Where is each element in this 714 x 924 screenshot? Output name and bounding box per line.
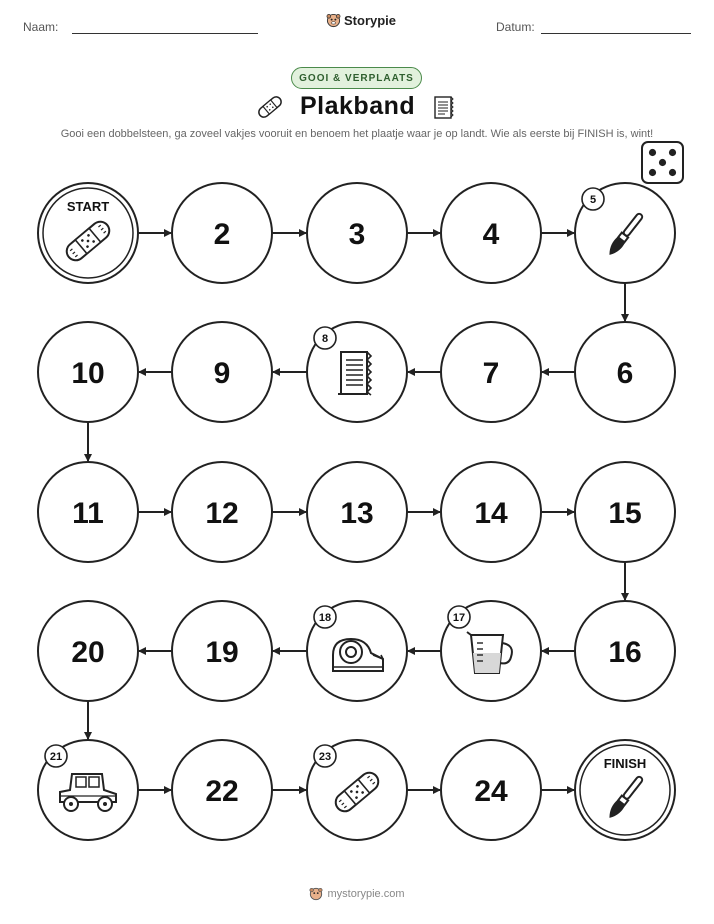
cell-number: 14 xyxy=(474,497,508,530)
brand-logo xyxy=(326,13,396,28)
board-cell-23[interactable] xyxy=(307,740,407,840)
mascot-icon xyxy=(309,887,323,901)
game-board xyxy=(0,140,714,870)
cell-number: 16 xyxy=(608,636,642,669)
svg-text:18: 18 xyxy=(318,612,332,624)
brand-name: Storypie xyxy=(344,13,397,28)
board-cell-8[interactable] xyxy=(307,322,407,422)
svg-text:23: 23 xyxy=(318,751,332,763)
dice-icon xyxy=(642,142,683,183)
cell-number: 20 xyxy=(71,636,105,669)
board-cell-15[interactable] xyxy=(575,462,675,562)
cell-tag xyxy=(448,606,470,628)
board-cell-12[interactable] xyxy=(172,462,272,562)
cell-number: 2 xyxy=(213,218,231,251)
title-bandage-icon xyxy=(256,95,284,119)
title-notepad-icon xyxy=(433,94,455,120)
board-cell-1[interactable] xyxy=(38,183,138,283)
cell-number: 3 xyxy=(348,218,366,251)
cell-tag xyxy=(314,606,336,628)
board-cell-20[interactable] xyxy=(38,601,138,701)
cell-number: 24 xyxy=(474,775,508,808)
cell-number: 10 xyxy=(71,357,105,390)
board-cell-25[interactable] xyxy=(575,740,675,840)
board-cell-14[interactable] xyxy=(441,462,541,562)
start-label: START xyxy=(66,199,110,214)
page-title: Plakband xyxy=(300,92,416,120)
mascot-icon xyxy=(326,13,341,28)
board-cell-10[interactable] xyxy=(38,322,138,422)
board-cell-5[interactable] xyxy=(575,183,675,283)
board-cell-3[interactable] xyxy=(307,183,407,283)
board-cell-9[interactable] xyxy=(172,322,272,422)
board-cell-17[interactable] xyxy=(441,601,541,701)
cell-number: 19 xyxy=(205,636,239,669)
instructions: Gooi een dobbelsteen, ga zoveel vakjes vooruit en benoem het plaatje waar je op landt. Wie als eerste bij FINISH is, wint! xyxy=(60,128,654,140)
finish-label: FINISH xyxy=(603,756,647,771)
cell-number: 11 xyxy=(72,497,104,530)
footer xyxy=(0,887,714,901)
name-line[interactable] xyxy=(72,33,258,34)
cell-number: 9 xyxy=(213,357,231,390)
cell-number: 15 xyxy=(608,497,642,530)
board-cell-24[interactable] xyxy=(441,740,541,840)
cell-tag xyxy=(582,188,604,210)
name-label: Naam: xyxy=(23,20,59,34)
board-cell-18[interactable] xyxy=(307,601,407,701)
svg-text:17: 17 xyxy=(452,612,466,624)
svg-text:5: 5 xyxy=(589,194,597,206)
date-label: Datum: xyxy=(496,20,535,34)
cell-number: 12 xyxy=(205,497,239,530)
cell-number: 6 xyxy=(616,357,634,390)
cell-tag xyxy=(314,745,336,767)
cell-tag xyxy=(45,745,67,767)
board-cell-4[interactable] xyxy=(441,183,541,283)
svg-text:21: 21 xyxy=(49,751,63,763)
board-cell-13[interactable] xyxy=(307,462,407,562)
date-line[interactable] xyxy=(541,33,691,34)
board-cell-16[interactable] xyxy=(575,601,675,701)
board-cell-7[interactable] xyxy=(441,322,541,422)
board-cell-6[interactable] xyxy=(575,322,675,422)
activity-badge: GOOI & VERPLAATS xyxy=(291,67,422,89)
board-cell-21[interactable] xyxy=(38,740,138,840)
cell-tag xyxy=(314,327,336,349)
cell-number: 7 xyxy=(482,357,500,390)
svg-text:8: 8 xyxy=(321,333,329,345)
footer-url: mystorypie.com xyxy=(327,888,405,900)
board-cell-19[interactable] xyxy=(172,601,272,701)
board-cell-11[interactable] xyxy=(38,462,138,562)
cell-number: 4 xyxy=(482,218,500,251)
cell-number: 22 xyxy=(205,775,239,808)
notepad-icon xyxy=(338,352,371,395)
board-cell-22[interactable] xyxy=(172,740,272,840)
cell-number: 13 xyxy=(340,497,374,530)
board-cell-2[interactable] xyxy=(172,183,272,283)
